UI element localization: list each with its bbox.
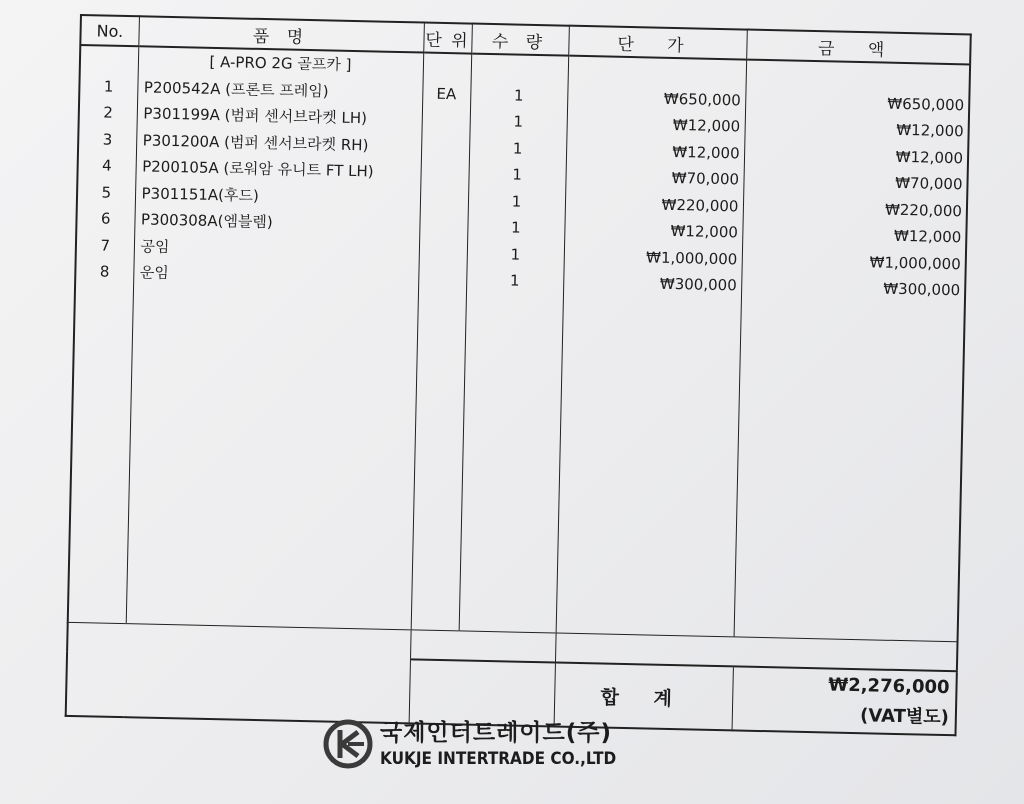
header-no: No. [80, 15, 139, 46]
item-unit: EA [436, 84, 457, 103]
item-amount: ₩12,000 [895, 147, 964, 167]
item-name: P300308A(엠블렘) [140, 210, 273, 232]
item-unit [420, 186, 468, 214]
item-amount: ₩12,000 [896, 120, 964, 141]
item-unit-price: ₩70,000 [671, 168, 740, 189]
section-label: [ A-PRO 2G 골프카 ] [209, 52, 352, 74]
vat-note: (VAT별도) [859, 705, 950, 729]
total-empty-left [66, 652, 410, 723]
item-no: 4 [101, 156, 112, 175]
blank-line [81, 46, 138, 74]
item-amount: ₩220,000 [884, 200, 963, 220]
item-name: P200542A (프론트 프레임) [143, 77, 329, 100]
header-unit: 단 위 [423, 23, 472, 54]
item-no: 7 [100, 236, 111, 255]
item-name: 운임 [139, 263, 170, 282]
item-amount: ₩12,000 [893, 226, 962, 247]
item-unit-price: ₩300,000 [659, 274, 737, 295]
item-unit-price: ₩1,000,000 [645, 247, 738, 268]
item-unit-price: ₩650,000 [663, 89, 741, 109]
column-amount [734, 60, 971, 642]
item-name: P301151A(후드) [141, 183, 260, 205]
item-unit-price: ₩220,000 [661, 195, 739, 215]
item-amount: ₩70,000 [894, 173, 963, 194]
company-logo-icon [322, 718, 374, 770]
header-amount: 금 액 [746, 30, 971, 65]
item-unit-price: ₩12,000 [672, 115, 741, 136]
quotation-table [65, 14, 972, 736]
blank-line [471, 55, 568, 84]
total-label: 합 계 [554, 663, 733, 731]
header-quantity: 수 량 [471, 24, 569, 56]
item-no: 1 [103, 77, 114, 96]
item-no: 6 [100, 209, 111, 228]
item-quantity: 1 [513, 112, 524, 131]
item-quantity: 1 [509, 271, 520, 290]
blank-line [568, 57, 746, 87]
company-footer [322, 718, 642, 770]
column-unit-price [556, 56, 747, 637]
column-item-name [126, 46, 424, 630]
item-unit [419, 239, 467, 267]
item-no: 5 [101, 183, 112, 202]
item-no: 2 [103, 103, 114, 122]
blank-cell-mid [410, 630, 556, 663]
header-unit-price: 단 가 [568, 26, 747, 60]
column-quantity [459, 54, 569, 633]
total-amount-cell [732, 666, 957, 735]
company-name-korean: 국제인터트레이드(주) [380, 720, 612, 746]
item-quantity: 1 [510, 244, 521, 264]
quotation-sheet [65, 14, 970, 729]
item-unit-price: ₩12,000 [670, 221, 739, 242]
blank-line [423, 54, 471, 82]
item-amount: ₩650,000 [887, 94, 965, 114]
item-unit [419, 265, 467, 293]
item-name: 공임 [140, 236, 170, 256]
item-no: 8 [99, 262, 110, 281]
item-name: P301200A (범퍼 센서브라켓 RH) [142, 130, 369, 154]
item-quantity: 1 [510, 218, 521, 237]
total-empty-mid [409, 659, 555, 726]
item-unit [420, 212, 468, 240]
item-body-row [68, 45, 970, 642]
item-unit [422, 106, 470, 134]
item-unit [421, 133, 469, 161]
header-item-name: 품 명 [138, 16, 424, 52]
item-amount: ₩300,000 [883, 279, 961, 300]
item-quantity: 1 [511, 191, 522, 211]
item-amount: ₩1,000,000 [869, 252, 961, 273]
company-name-english: KUKJE INTERTRADE CO.,LTD [380, 749, 617, 769]
company-name-block [380, 718, 642, 770]
item-quantity: 1 [512, 138, 523, 158]
item-quantity: 1 [512, 165, 523, 184]
item-unit [421, 159, 469, 187]
item-no: 3 [102, 130, 113, 149]
item-name: P200105A (로워암 유니트 FT LH) [141, 157, 374, 181]
item-quantity: 1 [513, 85, 524, 105]
item-name: P301199A (범퍼 센서브라켓 LH) [143, 104, 368, 128]
item-unit-price: ₩12,000 [672, 142, 740, 162]
total-amount: ₩2,276,000 [828, 674, 950, 699]
